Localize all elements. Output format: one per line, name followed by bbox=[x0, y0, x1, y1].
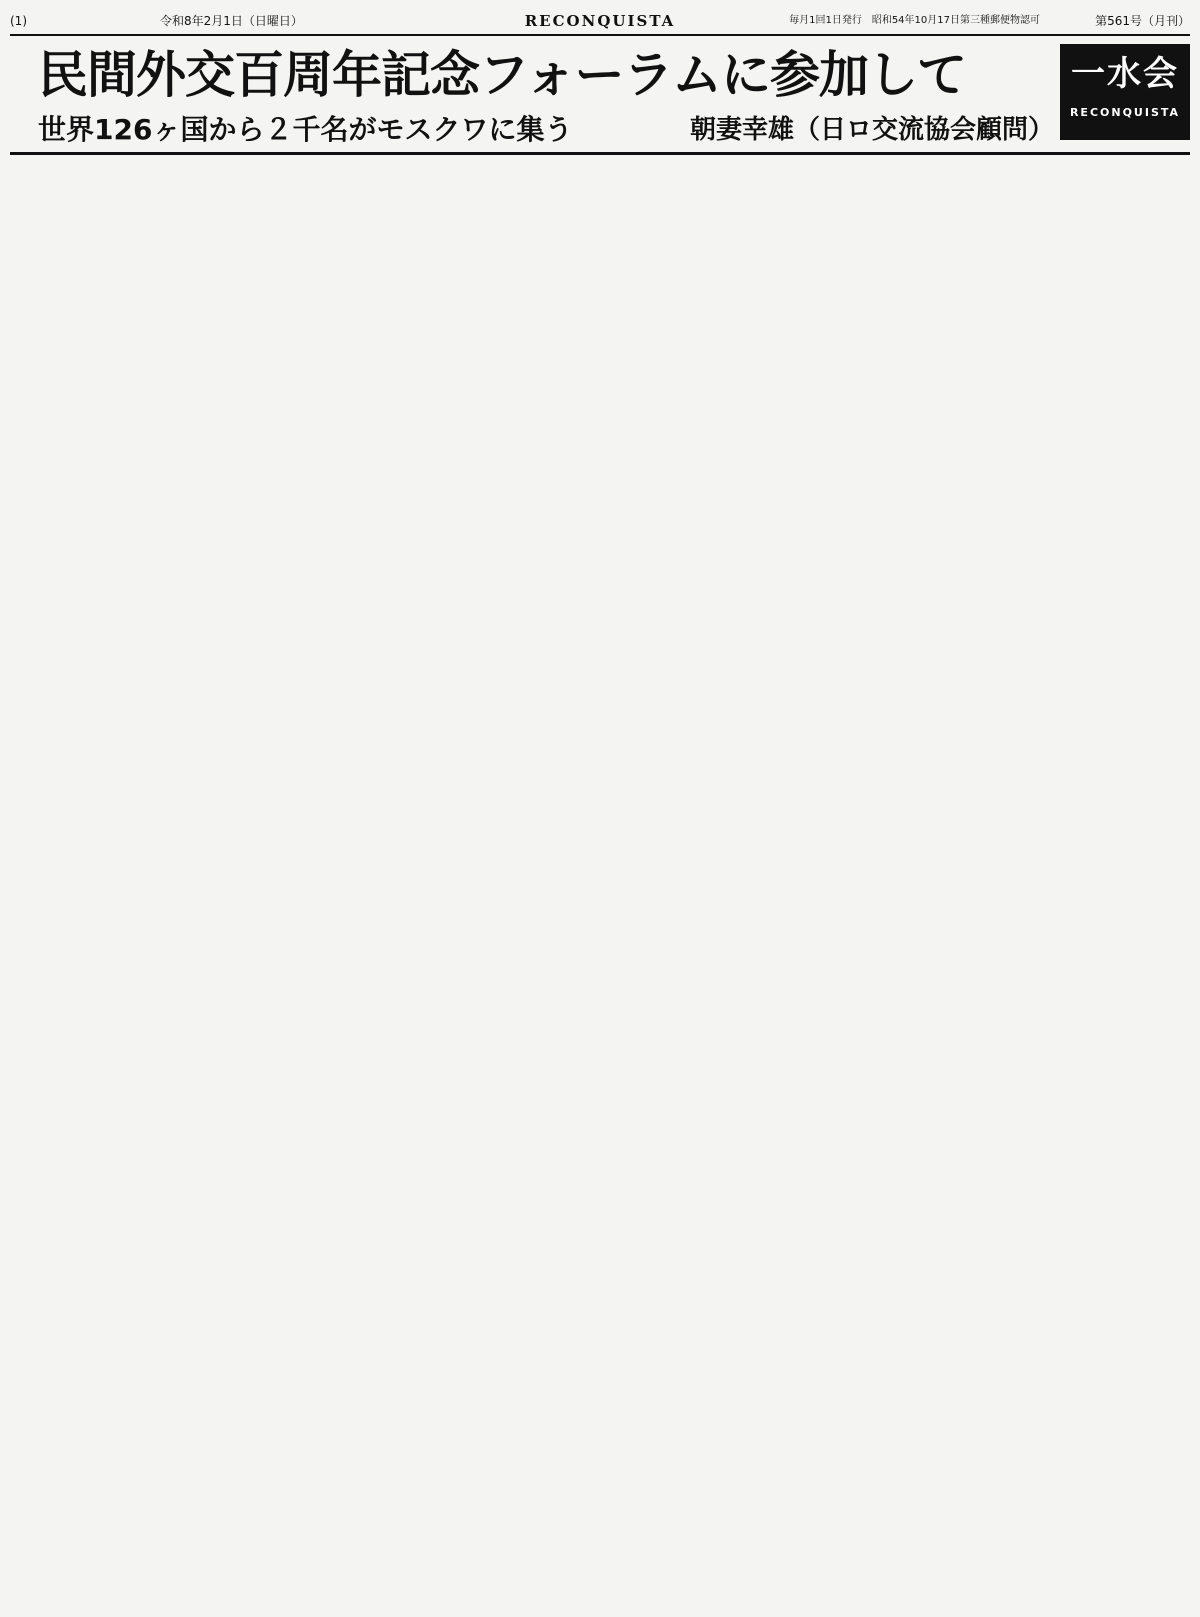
masthead-title: RECONQUISTA bbox=[524, 12, 676, 30]
issuikai-logo bbox=[1060, 44, 1190, 140]
page-number: (1) bbox=[10, 14, 27, 28]
postal-permit: 毎月1回1日発行 昭和54年10月17日第三種郵便物認可 bbox=[789, 15, 1040, 26]
logo-en-text: RECONQUISTA bbox=[1069, 106, 1181, 119]
issue-date: 令和8年2月1日（日曜日） bbox=[160, 14, 303, 28]
article-byline: 朝妻幸雄（日ロ交流協会顧問） bbox=[690, 115, 1055, 145]
main-headline-block bbox=[10, 40, 1190, 155]
main-headline: 民間外交百周年記念フォーラムに参加して bbox=[38, 46, 966, 104]
issue-number: 第561号（月刊） bbox=[1095, 14, 1190, 28]
top-header-bar bbox=[10, 8, 1190, 36]
sub-headline: 世界126ヶ国から２千名がモスクワに集う bbox=[38, 113, 573, 146]
logo-jp-text: 一水会 bbox=[1071, 54, 1179, 94]
